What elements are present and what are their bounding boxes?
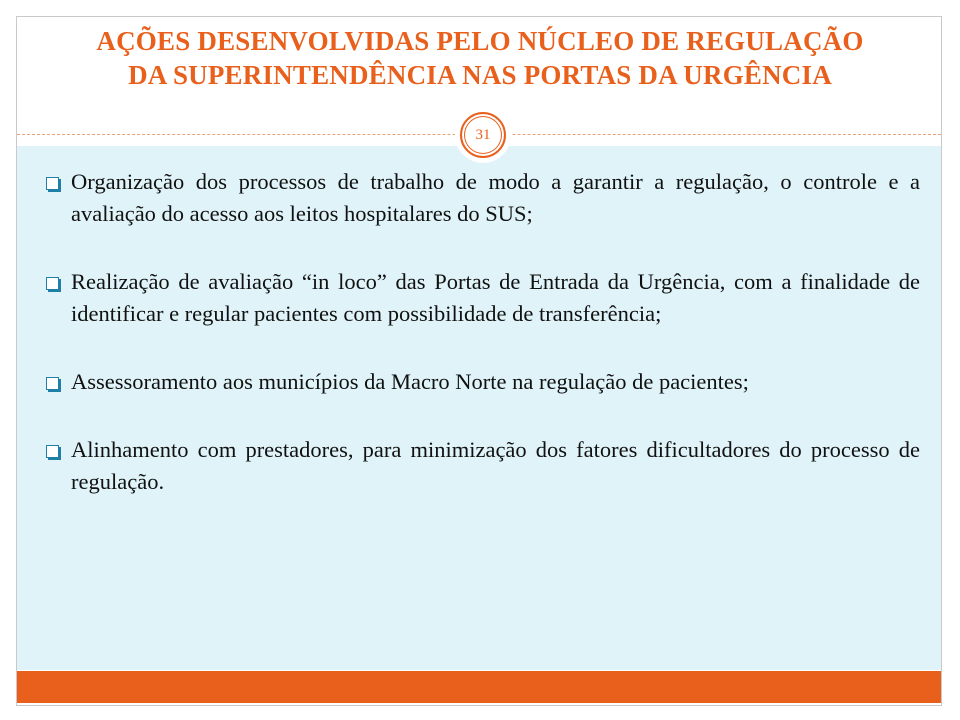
checkbox-square-icon: [46, 377, 59, 390]
checkbox-square-icon: [46, 277, 59, 290]
checkbox-square-icon: [46, 445, 59, 458]
bottom-accent-bar: [17, 671, 941, 703]
bullet-text: Alinhamento com prestadores, para minimização dos fatores dificultadores do processo de regulação.: [71, 437, 920, 494]
slide-title: [20, 24, 940, 92]
bullet-text: Organização dos processos de trabalho de modo a garantir a regulação, o controle e a avaliação do acesso aos leitos hospitalares do SUS;: [71, 169, 920, 226]
bullet-list: [44, 166, 920, 534]
checkbox-square-icon: [46, 177, 59, 190]
slide-title-line-2: DA SUPERINTENDÊNCIA NAS PORTAS DA URGÊNCIA: [128, 60, 832, 90]
bullet-item: [44, 366, 920, 398]
page-number: 31: [475, 126, 491, 143]
bullet-item: [44, 266, 920, 330]
bullet-item: [44, 166, 920, 230]
page-number-badge: [460, 112, 506, 158]
bullet-text: Assessoramento aos municípios da Macro Norte na regulação de pacientes;: [71, 369, 749, 394]
bullet-item: [44, 434, 920, 498]
bullet-text: Realização de avaliação “in loco” das Portas de Entrada da Urgência, com a finalidade de identificar e regular pacientes com possibilidade de transferência;: [71, 269, 920, 326]
slide-title-line-1: AÇÕES DESENVOLVIDAS PELO NÚCLEO DE REGULAÇÃO: [96, 26, 864, 56]
